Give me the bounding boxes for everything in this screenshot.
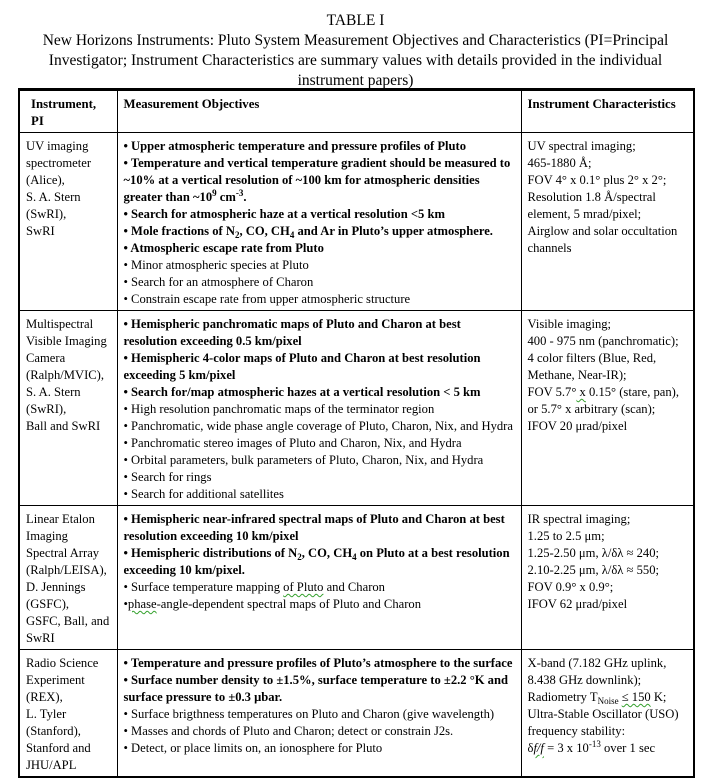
objective-item: • Constrain escape rate from upper atmospheric structure xyxy=(123,292,411,306)
objective-item: •phase-angle-dependent spectral maps of Pluto and Charon xyxy=(123,597,421,611)
instruments-table xyxy=(18,88,695,778)
instrument-table-body xyxy=(19,133,694,778)
cell-instrument-pi xyxy=(19,311,117,506)
cell-instrument-characteristics xyxy=(521,650,694,778)
instrument-name-line: D. Jennings xyxy=(26,580,86,594)
instrument-name-line: SwRI xyxy=(26,631,55,645)
characteristic-line: UV spectral imaging; xyxy=(527,139,636,153)
characteristic-line: Resolution 1.8 Å/spectral element, 5 mrad/pixel; xyxy=(527,190,656,221)
cell-measurement-objectives xyxy=(117,650,521,778)
objective-item: • Hemispheric distributions of $N_2$, CO, $CH_4$ on Pluto at a best resolution exceeding 10 km/pixel. xyxy=(123,546,510,577)
instrument-name-line: L. Tyler xyxy=(26,707,67,721)
table-label: TABLE I xyxy=(326,12,385,29)
column-header-instrument-pi: Instrument, PI xyxy=(19,90,117,133)
instrument-name-line: Linear Etalon xyxy=(26,512,95,526)
objective-item: • Panchromatic stereo images of Pluto and Charon, Nix, and Hydra xyxy=(123,436,462,450)
characteristic-line: FOV 5.7° x 0.15° (stare, pan), or 5.7° x arbitrary (scan); xyxy=(527,385,680,416)
characteristic-line: X-band (7.182 GHz uplink, 8.438 GHz downlink); xyxy=(527,656,667,687)
characteristic-line: Airglow and solar occultation channels xyxy=(527,224,678,255)
instrument-name-line: (REX), xyxy=(26,690,63,704)
objective-item: • Temperature and pressure profiles of Pluto’s atmosphere to the surface xyxy=(123,656,513,670)
instrument-name-line: (Alice), xyxy=(26,173,65,187)
table-row xyxy=(19,311,694,506)
column-header-instrument-characteristics: Instrument Characteristics xyxy=(521,90,694,133)
instrument-name-line: Imaging xyxy=(26,529,68,543)
objective-item: • Hemispheric 4-color maps of Pluto and Charon at best resolution exceeding 5 km/pixel xyxy=(123,351,481,382)
characteristic-line: 465-1880 Å; xyxy=(527,156,592,170)
objective-item: • Detect, or place limits on, an ionosphere for Pluto xyxy=(123,741,383,755)
characteristic-line: IFOV 20 μrad/pixel xyxy=(527,419,628,433)
objective-item: • Surface number density to ±1.5%, surface temperature to ±2.2 °K and surface pressure to ±0.3 μbar. xyxy=(123,673,508,704)
header-row xyxy=(19,90,694,133)
objective-item: • Orbital parameters, bulk parameters of Pluto, Charon, Nix, and Hydra xyxy=(123,453,484,467)
objective-item: • Search for/map atmospheric hazes at a vertical resolution < 5 km xyxy=(123,385,481,399)
instrument-name-line: (SwRI), xyxy=(26,402,67,416)
table-caption: New Horizons Instruments: Pluto System Measurement Objectives and Characteristics (PI=Principal Investigator; Instrument Characteristics are summary values with details provided in the individual instrument papers) xyxy=(42,32,669,89)
objective-item: • Hemispheric near-infrared spectral maps of Pluto and Charon at best resolution exceeding 10 km/pixel xyxy=(123,512,505,543)
cell-measurement-objectives xyxy=(117,311,521,506)
objective-item: • Minor atmospheric species at Pluto xyxy=(123,258,309,272)
characteristic-line: FOV 0.9° x 0.9°; xyxy=(527,580,614,594)
characteristic-line: Ultra-Stable Oscillator (USO) frequency stability: xyxy=(527,707,679,738)
objective-item: • Search for atmospheric haze at a vertical resolution <5 km xyxy=(123,207,445,221)
objective-item: • High resolution panchromatic maps of the terminator region xyxy=(123,402,435,416)
instrument-name-line: Spectral Array xyxy=(26,546,100,560)
instrument-name-line: Ball and SwRI xyxy=(26,419,101,433)
characteristic-line: Visible imaging; xyxy=(527,317,612,331)
characteristic-line: δf/f = 3 x $10^{-13}$ over 1 sec xyxy=(527,739,656,755)
cell-instrument-characteristics xyxy=(521,133,694,311)
column-header-measurement-objectives: Measurement Objectives xyxy=(117,90,521,133)
instrument-name-line: spectrometer xyxy=(26,156,92,170)
characteristic-line: 4 color filters (Blue, Red, Methane, Near-IR); xyxy=(527,351,657,382)
objective-item: • Masses and chords of Pluto and Charon; detect or constrain J2s. xyxy=(123,724,454,738)
instrument-name-line: (Stanford), xyxy=(26,724,81,738)
instrument-name-line: GSFC, Ball, and xyxy=(26,614,110,628)
instrument-name-line: (Ralph/LEISA), xyxy=(26,563,107,577)
characteristic-line: 2.10-2.25 μm, λ/δλ ≈ 550; xyxy=(527,563,660,577)
objective-item: • Panchromatic, wide phase angle coverage of Pluto, Charon, Nix, and Hydra xyxy=(123,419,513,433)
cell-instrument-pi xyxy=(19,650,117,778)
instrument-name-line: Visible Imaging xyxy=(26,334,107,348)
objective-item: • Search for rings xyxy=(123,470,212,484)
objective-item: • Surface temperature mapping of Pluto and Charon xyxy=(123,580,385,594)
characteristic-line: 1.25-2.50 μm, λ/δλ ≈ 240; xyxy=(527,546,660,560)
instrument-name-line: Experiment xyxy=(26,673,85,687)
instrument-name-line: JHU/APL xyxy=(26,758,77,772)
cell-instrument-characteristics xyxy=(521,311,694,506)
characteristic-line: IFOV 62 μrad/pixel xyxy=(527,597,628,611)
instrument-name-line: UV imaging xyxy=(26,139,89,153)
cell-instrument-pi xyxy=(19,133,117,311)
objective-item: • Atmospheric escape rate from Pluto xyxy=(123,241,324,255)
characteristic-line: FOV 4° x 0.1° plus 2° x 2°; xyxy=(527,173,667,187)
characteristic-line: 400 - 975 nm (panchromatic); xyxy=(527,334,679,348)
objective-item: • Surface brigthness temperatures on Pluto and Charon (give wavelength) xyxy=(123,707,495,721)
characteristic-line: IR spectral imaging; xyxy=(527,512,631,526)
cell-instrument-pi xyxy=(19,506,117,650)
instrument-name-line: S. A. Stern xyxy=(26,385,81,399)
characteristic-line: Radiometry $T_{Noise} \le 150$ K; xyxy=(527,690,667,706)
characteristic-line: 1.25 to 2.5 μm; xyxy=(527,529,605,543)
instrument-name-line: Multispectral xyxy=(26,317,94,331)
instrument-name-line: (GSFC), xyxy=(26,597,70,611)
objective-item: • Search for additional satellites xyxy=(123,487,284,501)
instrument-name-line: Radio Science xyxy=(26,656,99,670)
cell-measurement-objectives xyxy=(117,506,521,650)
table-row xyxy=(19,133,694,311)
objective-item: • Hemispheric panchromatic maps of Pluto and Charon at best resolution exceeding 0.5 km/pixel xyxy=(123,317,461,348)
table-row xyxy=(19,506,694,650)
instrument-name-line: Stanford and xyxy=(26,741,91,755)
instrument-name-line: Camera xyxy=(26,351,66,365)
cell-instrument-characteristics xyxy=(521,506,694,650)
instrument-name-line: (Ralph/MVIC), xyxy=(26,368,105,382)
table-title-block xyxy=(0,0,711,91)
objective-item: • Temperature and vertical temperature gradient should be measured to ~10% at a vertical resolution of ~100 km for atmospheric densities greater than $\sim 10^9$ $cm^{-3}$. xyxy=(123,156,511,204)
objective-item: • Search for an atmosphere of Charon xyxy=(123,275,314,289)
instrument-name-line: S. A. Stern xyxy=(26,190,81,204)
instrument-name-line: SwRI xyxy=(26,224,55,238)
instrument-name-line: (SwRI), xyxy=(26,207,67,221)
objective-item: • Upper atmospheric temperature and pressure profiles of Pluto xyxy=(123,139,467,153)
table-row xyxy=(19,650,694,778)
objective-item: • Mole fractions of $N_2$, CO, $CH_4$ and Ar in Pluto’s upper atmosphere. xyxy=(123,224,493,240)
cell-measurement-objectives xyxy=(117,133,521,311)
